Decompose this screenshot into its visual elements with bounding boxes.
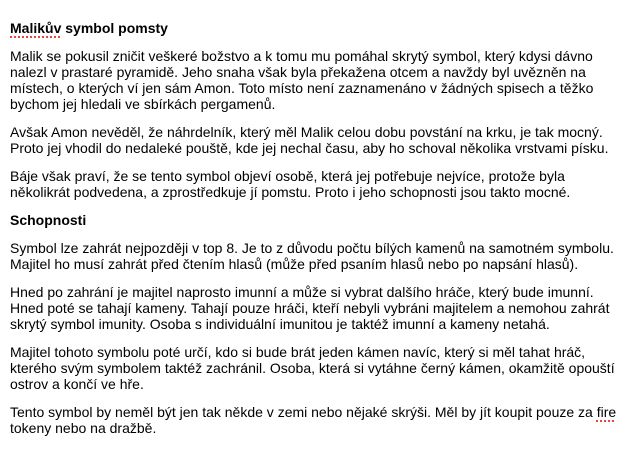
intro-paragraph-2: Avšak Amon nevěděl, že náhrdelník, který měl Malik celou dobu povstání na krku, je tak mocný. Proto jej vhodil do nedaleké pouště, kde jej nechal času, aby ho schoval několika vrstvami písku. — [10, 124, 609, 156]
section-paragraph-1: Symbol lze zahrát nejpozději v top 8. Je to z důvodu počtu bílých kamenů na samotném symbolu. Majitel ho musí zahrát před čtením hlasů (může před psaním hlasů nebo po napsání hlasů). — [10, 240, 614, 272]
closing-paragraph-after: tokeny nebo na dražbě. — [10, 420, 157, 436]
section-paragraph-2: Hned po zahrání je majitel naprosto imunní a může si vybrat dalšího hráče, který bude imunní. Hned poté se tahají kameny. Tahají pouze hráči, kteří nebyli vybráni majitelem a nemohou zahrát skrytý symbol imunity. Osoba s individuální imunitou je taktéž imunní a kameny netahá. — [10, 284, 610, 332]
closing-paragraph-before: Tento symbol by neměl být jen tak někde v zemi nebo nějaké skrýši. Měl by jít koupit pouze za — [10, 404, 597, 420]
closing-paragraph — [10, 404, 622, 436]
section-heading-schopnosti: Schopnosti — [10, 212, 87, 228]
section-paragraph-3: Majitel tohoto symbolu poté určí, kdo si bude brát jeden kámen navíc, který si měl tahat hráč, kterého svým symbolem taktéž zachránil. Osoba, která si vytáhne černý kámen, okamžitě opouští ostrov a končí ve hře. — [10, 344, 615, 392]
misspelled-word-fire: fire — [596, 404, 617, 420]
document-title-rest: symbol pomsty — [61, 20, 168, 36]
misspelled-word-malikuv: Malikův — [10, 20, 62, 36]
document-title — [10, 20, 622, 36]
intro-paragraph-1: Malik se pokusil zničit veškeré božstvo a k tomu mu pomáhal skrytý symbol, který kdysi dávno nalezl v prastaré pyramidě. Jeho snaha však byla překažena otcem a navždy byl uvězněn na místech, o kterých ví jen sám Amon. Toto místo není zaznamenáno v žádných spisech a těžko bychom jej hledali ve sbírkách pergamenů. — [10, 48, 594, 112]
intro-paragraph-3: Báje však praví, že se tento symbol objeví osobě, která jej potřebuje nejvíce, protože byla několikrát podvedena, a zprostředkuje jí pomstu. Proto i jeho schopnosti jsou takto mocné. — [10, 168, 571, 200]
